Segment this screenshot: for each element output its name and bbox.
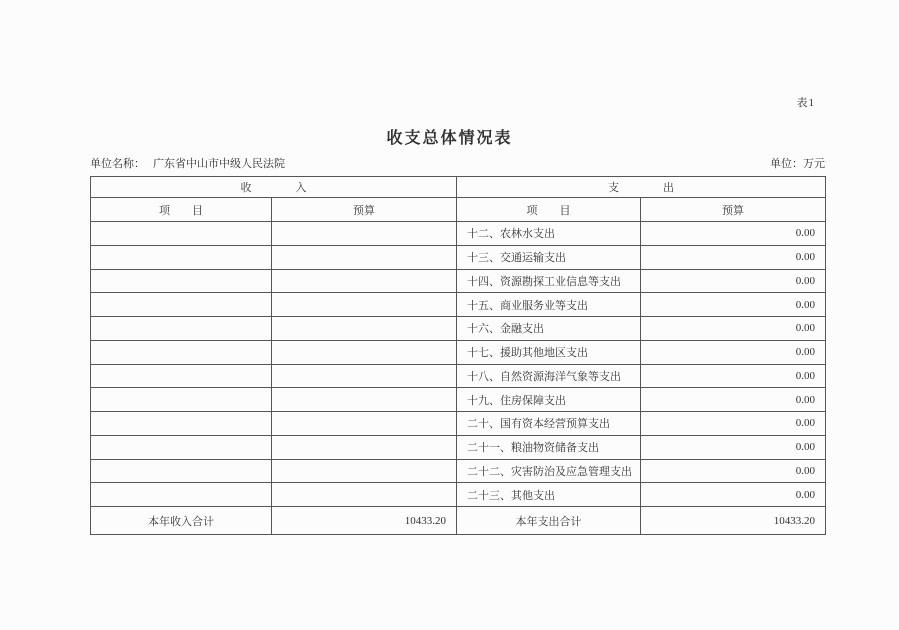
expense-budget-cell: 0.00 — [641, 459, 826, 483]
expense-item-column-header: 项 目 — [457, 198, 641, 222]
income-expense-table — [90, 176, 826, 535]
income-budget-cell — [272, 459, 457, 483]
income-item-cell — [91, 317, 272, 341]
expense-item-cell: 十八、自然资源海洋气象等支出 — [457, 364, 641, 388]
expense-budget-cell: 0.00 — [641, 412, 826, 436]
expense-budget-cell: 0.00 — [641, 340, 826, 364]
page-title: 收支总体情况表 — [386, 130, 513, 147]
income-total-label: 本年收入合计 — [91, 507, 272, 535]
expense-budget-cell: 0.00 — [641, 245, 826, 269]
expense-item-cell: 二十二、灾害防治及应急管理支出 — [457, 459, 641, 483]
expense-item-cell: 二十、国有资本经营预算支出 — [457, 412, 641, 436]
income-item-cell — [91, 483, 272, 507]
expense-budget-column-header: 预算 — [641, 198, 826, 222]
income-budget-cell — [272, 269, 457, 293]
table-row — [91, 388, 826, 412]
table-row — [91, 222, 826, 246]
table-row — [91, 293, 826, 317]
income-item-cell — [91, 293, 272, 317]
expense-budget-cell: 0.00 — [641, 293, 826, 317]
income-section-header: 收 入 — [91, 177, 457, 198]
income-item-cell — [91, 459, 272, 483]
income-item-cell — [91, 388, 272, 412]
table-row — [91, 412, 826, 436]
expense-budget-cell: 0.00 — [641, 222, 826, 246]
expense-budget-cell: 0.00 — [641, 269, 826, 293]
expense-budget-cell: 0.00 — [641, 435, 826, 459]
expense-item-cell: 十六、金融支出 — [457, 317, 641, 341]
table-row — [91, 340, 826, 364]
unit-name — [90, 155, 285, 171]
income-budget-cell — [272, 340, 457, 364]
income-budget-cell — [272, 245, 457, 269]
table-row — [91, 269, 826, 293]
income-item-cell — [91, 435, 272, 459]
expense-item-cell: 十三、交通运输支出 — [457, 245, 641, 269]
income-budget-cell — [272, 293, 457, 317]
unit-name-value: 广东省中山市中级人民法院 — [153, 158, 285, 170]
income-item-cell — [91, 412, 272, 436]
income-item-cell — [91, 364, 272, 388]
expense-item-cell: 十四、资源勘探工业信息等支出 — [457, 269, 641, 293]
expense-total-label: 本年支出合计 — [457, 507, 641, 535]
income-budget-cell — [272, 222, 457, 246]
expense-budget-cell: 0.00 — [641, 388, 826, 412]
income-item-cell — [91, 269, 272, 293]
expense-total-value: 10433.20 — [641, 507, 826, 535]
table-row — [91, 483, 826, 507]
expense-budget-cell: 0.00 — [641, 483, 826, 507]
meta-row — [90, 155, 825, 171]
table-row — [91, 245, 826, 269]
income-budget-cell — [272, 483, 457, 507]
income-item-cell — [91, 340, 272, 364]
table-row — [91, 459, 826, 483]
total-row — [91, 507, 826, 535]
income-budget-column-header: 预算 — [272, 198, 457, 222]
income-budget-cell — [272, 388, 457, 412]
table-row — [91, 364, 826, 388]
income-total-value: 10433.20 — [272, 507, 457, 535]
expense-item-cell: 十九、住房保障支出 — [457, 388, 641, 412]
expense-budget-cell: 0.00 — [641, 364, 826, 388]
expense-item-cell: 二十三、其他支出 — [457, 483, 641, 507]
expense-item-cell: 二十一、粮油物资储备支出 — [457, 435, 641, 459]
income-item-cell — [91, 222, 272, 246]
income-budget-cell — [272, 317, 457, 341]
expense-item-cell: 十二、农林水支出 — [457, 222, 641, 246]
income-budget-cell — [272, 435, 457, 459]
unit-name-label: 单位名称： — [90, 158, 145, 170]
expense-budget-cell: 0.00 — [641, 317, 826, 341]
table-row — [91, 435, 826, 459]
income-budget-cell — [272, 364, 457, 388]
income-item-column-header: 项 目 — [91, 198, 272, 222]
expense-section-header: 支 出 — [457, 177, 826, 198]
income-budget-cell — [272, 412, 457, 436]
section-header-row — [91, 177, 826, 198]
expense-item-cell: 十五、商业服务业等支出 — [457, 293, 641, 317]
table-number-label: 表1 — [796, 97, 815, 109]
income-item-cell — [91, 245, 272, 269]
column-header-row — [91, 198, 826, 222]
unit-label: 单位：万元 — [770, 158, 825, 170]
expense-item-cell: 十七、援助其他地区支出 — [457, 340, 641, 364]
table-row — [91, 317, 826, 341]
